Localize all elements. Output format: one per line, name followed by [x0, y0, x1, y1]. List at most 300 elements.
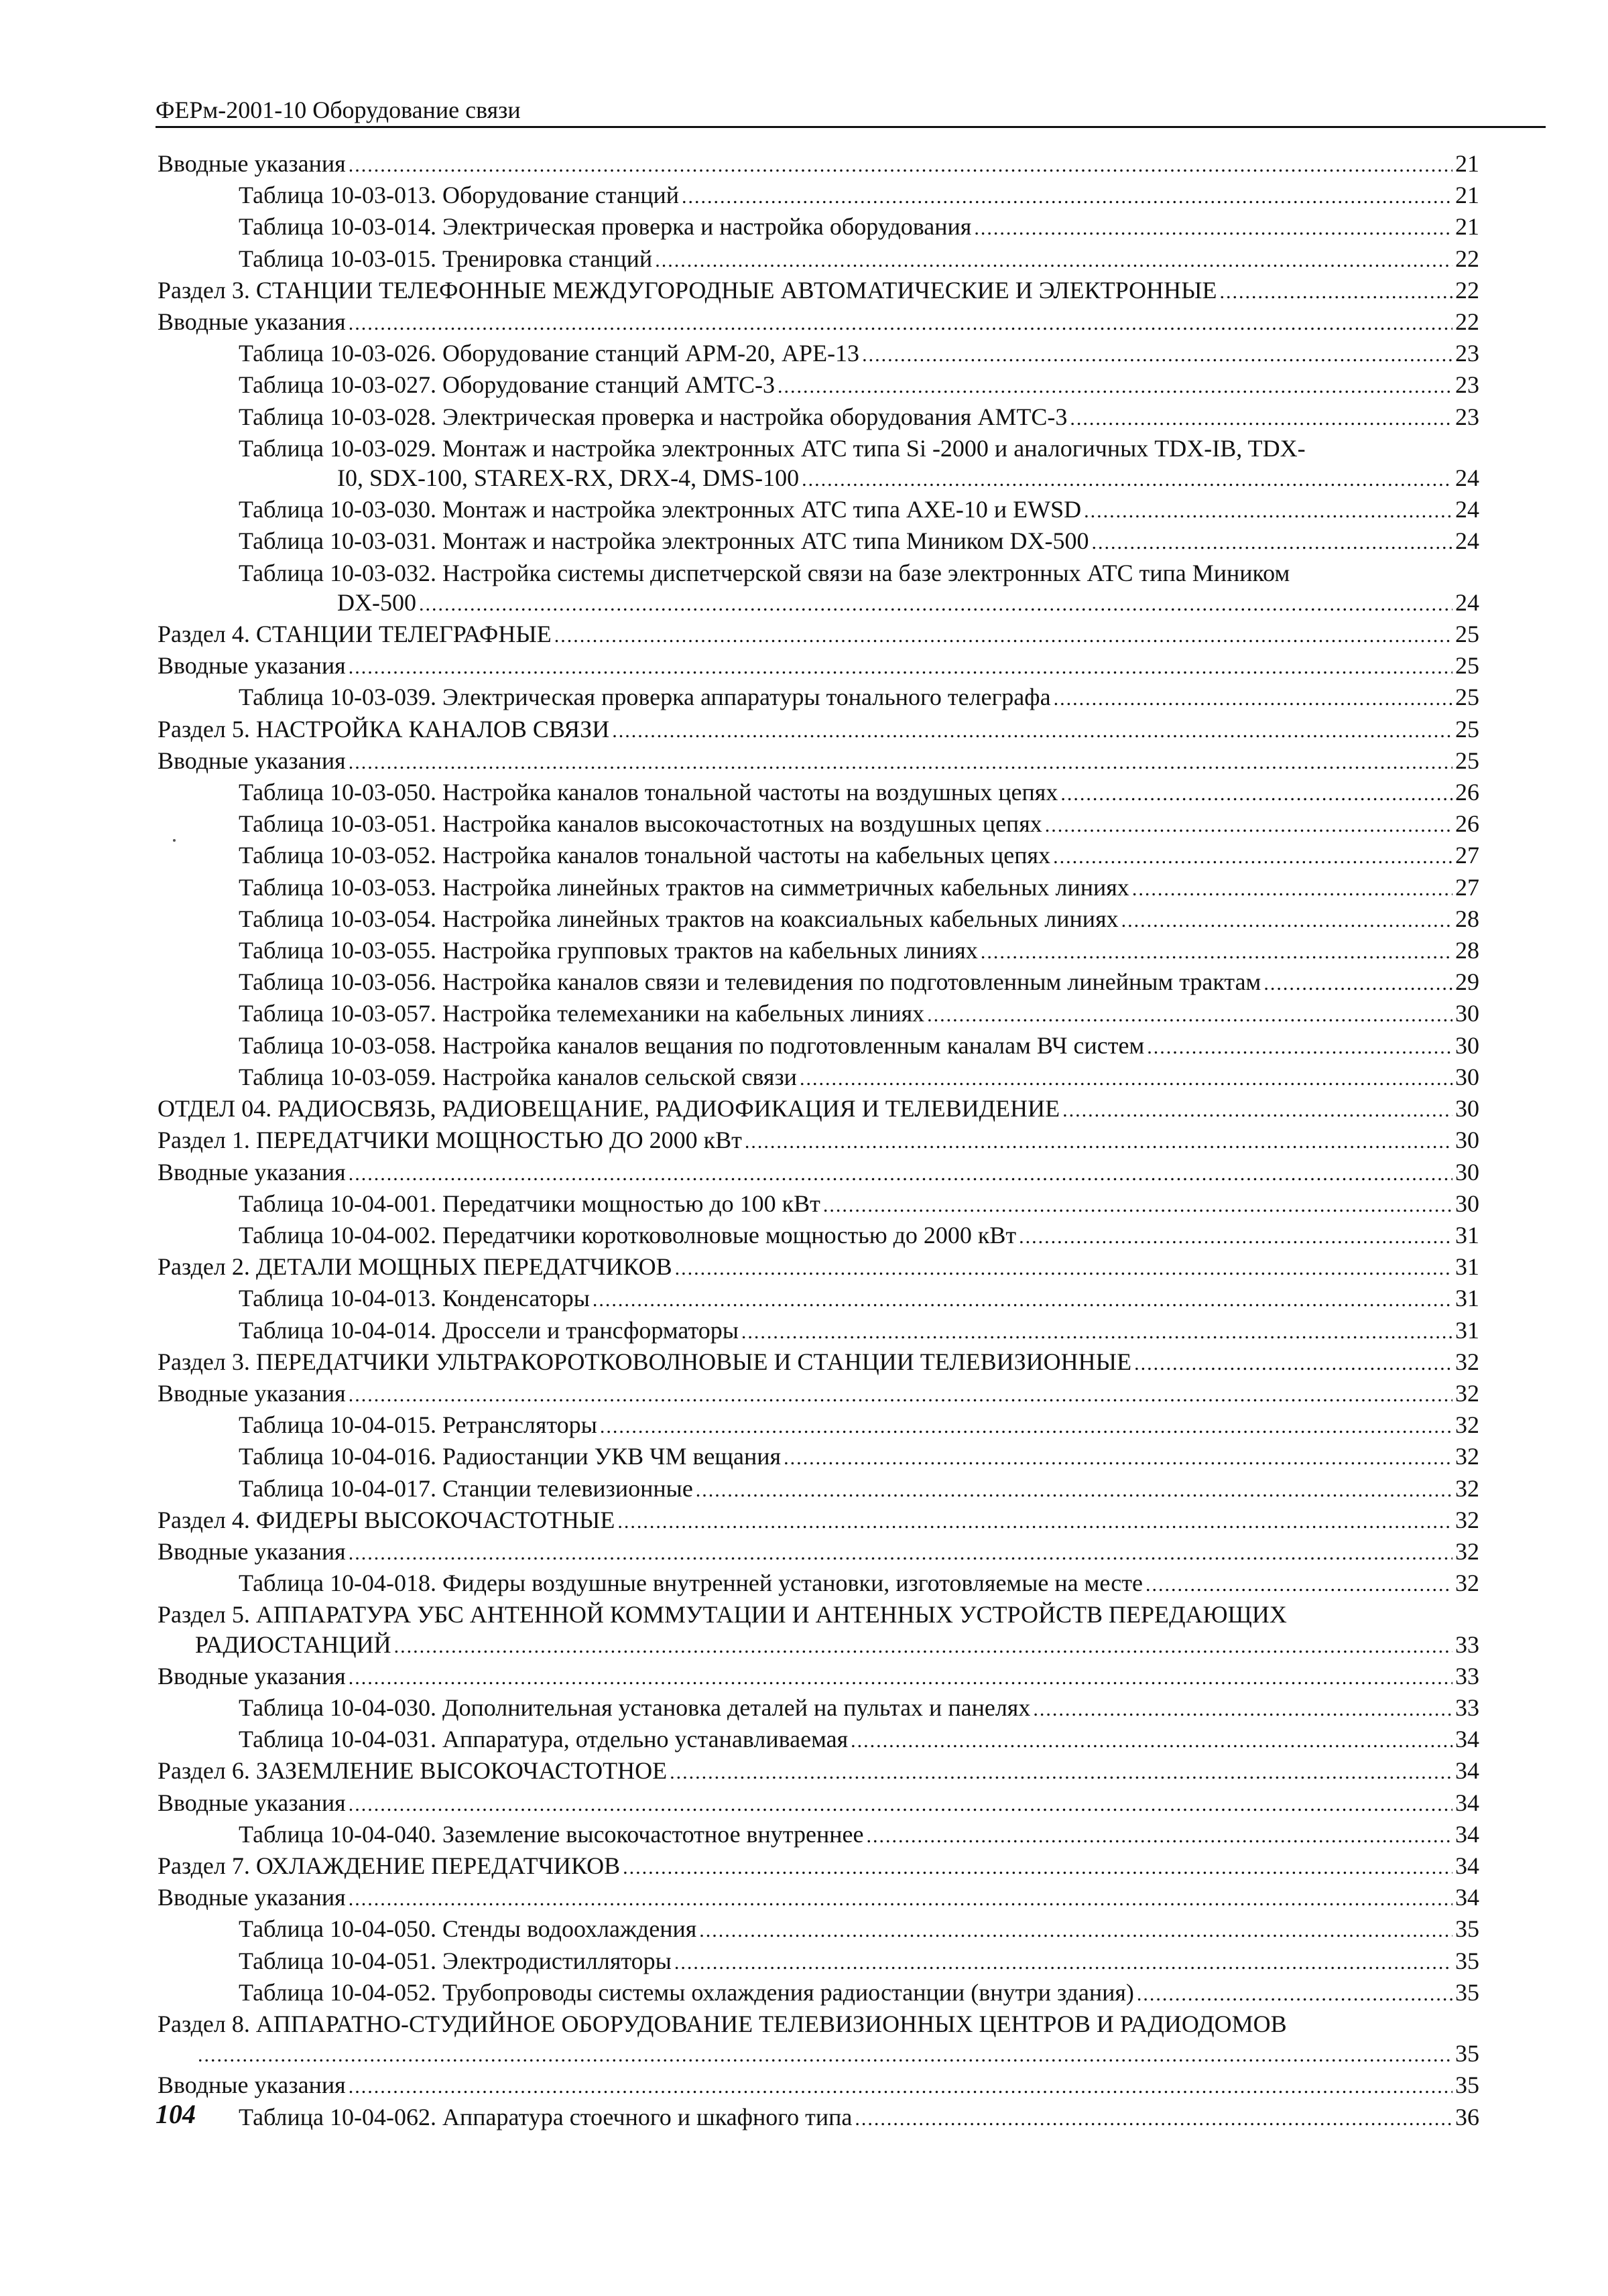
toc-entry-title: Таблица 10-03-055. Настройка групповых трактов на кабельных линиях [239, 937, 978, 964]
toc-page-number: 25 [1455, 715, 1479, 743]
dot-leader [682, 182, 1452, 212]
toc-entry [158, 244, 1479, 275]
toc-page-number: 26 [1455, 810, 1479, 838]
toc-entry-row [158, 1537, 1479, 1568]
toc-entry-row [158, 2070, 1479, 2102]
dot-leader [866, 1822, 1452, 1851]
toc-entry-title: Таблица 10-03-028. Электрическая проверка и настройка оборудования АМТС-3 [239, 403, 1068, 430]
toc-page-number: 21 [1455, 182, 1479, 209]
toc-entry [158, 2070, 1479, 2102]
toc-entry [158, 149, 1479, 180]
dot-leader [696, 1476, 1452, 1505]
dot-leader [778, 372, 1452, 401]
dot-leader [349, 1539, 1452, 1568]
scan-speck [173, 839, 176, 842]
dot-leader [1033, 1695, 1452, 1724]
toc-entry-row [158, 746, 1479, 777]
dot-leader [1219, 277, 1452, 307]
toc-entry [158, 777, 1479, 809]
toc-entry-row [158, 275, 1479, 307]
toc-page-number: 21 [1455, 150, 1479, 177]
toc-entry [158, 2009, 1479, 2070]
toc-entry-title: Таблица 10-04-051. Электродистилляторы [239, 1947, 672, 1974]
toc-entry-row [158, 2039, 1479, 2070]
toc-entry [158, 434, 1479, 495]
dot-leader [802, 465, 1452, 495]
toc-page-number: 35 [1455, 2071, 1479, 2099]
dot-leader [612, 716, 1452, 746]
toc-entry [158, 1410, 1479, 1442]
toc-entry-row [158, 1851, 1479, 1883]
toc-entry [158, 1693, 1479, 1724]
dot-leader [1019, 1222, 1452, 1252]
toc-entry-row [239, 495, 1479, 526]
dot-leader [741, 1318, 1452, 1347]
toc-entry [158, 904, 1479, 936]
toc-entry-title: Раздел 4. СТАНЦИИ ТЕЛЕГРАФНЫЕ [158, 621, 552, 648]
toc-entry-title: Раздел 3. СТАНЦИИ ТЕЛЕФОННЫЕ МЕЖДУГОРОДНЫЕ АВТОМАТИЧЕСКИЕ И ЭЛЕКТРОННЫЕ [158, 276, 1217, 304]
toc-page-number: 32 [1455, 1537, 1479, 1565]
toc-entry-row [158, 1756, 1479, 1787]
toc-entry-title: I0, SDX-100, STAREX-RX, DRX-4, DMS-100 [337, 464, 800, 492]
toc-page-number: 32 [1455, 1443, 1479, 1470]
toc-entry [158, 1914, 1479, 1946]
toc-page-number: 25 [1455, 621, 1479, 648]
dot-leader [1134, 1349, 1452, 1379]
toc-entry-row [239, 809, 1479, 840]
toc-entry-title: Таблица 10-03-027. Оборудование станций АМТС-3 [239, 371, 776, 399]
dot-leader [1146, 1570, 1452, 1600]
toc-entry-title: Таблица 10-03-057. Настройка телемеханики на кабельных линиях [239, 1000, 925, 1027]
toc-entry [158, 338, 1479, 370]
toc-page-number: 22 [1455, 245, 1479, 272]
toc-entry-title: РАДИОСТАНЦИЙ [195, 1631, 391, 1658]
toc-entry-title: Таблица 10-04-018. Фидеры воздушные внутренней установки, изготовляемые на месте [239, 1570, 1143, 1597]
toc-entry [158, 275, 1479, 307]
toc-entry-title: Таблица 10-04-001. Передатчики мощностью до 100 кВт [239, 1190, 820, 1217]
toc-entry-line: Таблица 10-03-032. Настройка системы диспетчерской связи на базе электронных АТС типа Миником [239, 559, 1290, 586]
page-number: 104 [156, 2099, 196, 2129]
toc-entry-title: Раздел 3. ПЕРЕДАТЧИКИ УЛЬТРАКОРОТКОВОЛНОВЫЕ И СТАНЦИИ ТЕЛЕВИЗИОННЫЕ [158, 1348, 1132, 1375]
dot-leader [1070, 404, 1452, 434]
toc-page-number: 30 [1455, 1000, 1479, 1027]
toc-entry-title: Вводные указания [158, 150, 346, 177]
toc-entry-row [158, 651, 1479, 682]
toc-entry-title: Таблица 10-04-016. Радиостанции УКВ ЧМ вещания [239, 1443, 782, 1470]
toc-page-number: 34 [1455, 1852, 1479, 1879]
dot-leader [670, 1758, 1452, 1787]
dot-leader [699, 1916, 1452, 1946]
toc-entry-row [239, 526, 1479, 558]
toc-entry-title: Таблица 10-04-030. Дополнительная установка деталей на пультах и панелях [239, 1694, 1031, 1721]
dot-leader [349, 1663, 1452, 1693]
toc-page-number: 33 [1455, 1694, 1479, 1721]
toc-entry [158, 1883, 1479, 1914]
toc-entry-title: Вводные указания [158, 1379, 346, 1407]
toc-entry-title: Вводные указания [158, 1789, 346, 1816]
toc-page-number: 31 [1455, 1221, 1479, 1249]
toc-entry-row [239, 1189, 1479, 1220]
toc-entry [158, 1537, 1479, 1568]
toc-entry-row [239, 936, 1479, 967]
toc-entry-row [239, 1568, 1479, 1600]
toc-page-number: 30 [1455, 1127, 1479, 1154]
toc-entry [158, 1820, 1479, 1851]
table-of-contents [158, 149, 1479, 2134]
toc-entry-title: Таблица 10-04-062. Аппаратура стоечного и шкафного типа [239, 2103, 853, 2130]
toc-entry-title: Раздел 2. ДЕТАЛИ МОЩНЫХ ПЕРЕДАТЧИКОВ [158, 1253, 672, 1281]
toc-entry-row [158, 1788, 1479, 1820]
toc-page-number: 32 [1455, 1379, 1479, 1407]
toc-page-number: 31 [1455, 1316, 1479, 1344]
dot-leader [823, 1191, 1452, 1220]
dot-leader [981, 938, 1452, 967]
dot-leader [617, 1507, 1452, 1537]
toc-entry-row [239, 212, 1479, 243]
toc-entry-title: Вводные указания [158, 2071, 346, 2099]
toc-page-number: 25 [1455, 652, 1479, 680]
toc-entry [158, 840, 1479, 872]
toc-entry-title: Раздел 1. ПЕРЕДАТЧИКИ МОЩНОСТЬЮ ДО 2000 кВт [158, 1127, 742, 1154]
toc-entry [158, 526, 1479, 558]
toc-page-number: 34 [1455, 1789, 1479, 1816]
toc-entry-row [239, 2102, 1479, 2134]
toc-entry [158, 1788, 1479, 1820]
toc-entry-title: Таблица 10-03-052. Настройка каналов тональной частоты на кабельных цепях [239, 842, 1051, 869]
toc-page-number: 32 [1455, 1411, 1479, 1439]
toc-entry-row [239, 1316, 1479, 1347]
toc-page-number: 30 [1455, 1158, 1479, 1186]
running-header: ФЕРм-2001-10 Оборудование связи [156, 97, 521, 123]
toc-page-number: 26 [1455, 779, 1479, 806]
toc-entry-row [239, 1031, 1479, 1062]
toc-page-number: 22 [1455, 276, 1479, 304]
toc-entry [158, 1220, 1479, 1252]
dot-leader [554, 621, 1452, 651]
toc-entry-title: Таблица 10-03-039. Электрическая проверка аппаратуры тонального телеграфа [239, 684, 1051, 711]
dot-leader [1121, 906, 1452, 936]
toc-entry-title: Таблица 10-03-026. Оборудование станций АРМ-20, АРЕ-13 [239, 340, 860, 367]
toc-page-number: 30 [1455, 1063, 1479, 1090]
toc-entry-row [158, 1252, 1479, 1283]
toc-entry-title: Таблица 10-03-054. Настройка линейных трактов на коаксиальных кабельных линиях [239, 905, 1119, 932]
toc-entry [158, 746, 1479, 777]
toc-entry-row [239, 1946, 1479, 1978]
toc-page-number: 22 [1455, 308, 1479, 336]
toc-page-number: 35 [1455, 1947, 1479, 1974]
dot-leader [1062, 1096, 1452, 1125]
toc-entry [158, 1851, 1479, 1883]
dot-leader [1054, 684, 1452, 714]
dot-leader [419, 590, 1452, 619]
toc-entry-title: Раздел 7. ОХЛАЖДЕНИЕ ПЕРЕДАТЧИКОВ [158, 1852, 621, 1879]
toc-entry-row [239, 967, 1479, 999]
toc-page-number: 28 [1455, 905, 1479, 932]
toc-entry-title: Таблица 10-04-013. Конденсаторы [239, 1285, 590, 1312]
toc-entry [158, 1062, 1479, 1094]
toc-entry-title: Вводные указания [158, 308, 346, 336]
toc-entry-title: Таблица 10-04-050. Стенды водоохлаждения [239, 1915, 697, 1943]
toc-entry-title: Вводные указания [158, 1537, 346, 1565]
toc-entry-row [239, 1820, 1479, 1851]
toc-page-number: 34 [1455, 1757, 1479, 1785]
toc-page-number: 24 [1455, 496, 1479, 523]
toc-entry [158, 2102, 1479, 2134]
toc-entry [158, 1600, 1479, 1661]
toc-entry [158, 1946, 1479, 1978]
toc-entry-row [158, 619, 1479, 651]
toc-entry-title: Таблица 10-03-030. Монтаж и настройка электронных АТС типа АХЕ-10 и EWSD [239, 496, 1082, 523]
toc-entry-title: Таблица 10-03-051. Настройка каналов высокочастотных на воздушных цепях [239, 810, 1042, 838]
toc-page-number: 24 [1455, 464, 1479, 492]
toc-entry-row [239, 1410, 1479, 1442]
dot-leader [600, 1412, 1452, 1442]
dot-leader [349, 653, 1452, 682]
toc-page-number: 24 [1455, 527, 1479, 555]
toc-entry-title: Вводные указания [158, 1884, 346, 1911]
toc-entry-title: Таблица 10-04-040. Заземление высокочастотное внутреннее [239, 1820, 864, 1848]
toc-entry-title: Таблица 10-04-015. Ретрансляторы [239, 1411, 597, 1439]
toc-page-number: 31 [1455, 1253, 1479, 1281]
toc-page-number: 32 [1455, 1506, 1479, 1533]
toc-entry-title: ОТДЕЛ 04. РАДИОСВЯЗЬ, РАДИОВЕЩАНИЕ, РАДИОФИКАЦИЯ И ТЕЛЕВИДЕНИЕ [158, 1095, 1060, 1123]
toc-entry-title: Вводные указания [158, 1158, 346, 1186]
toc-entry-row [239, 180, 1479, 212]
toc-entry-row [239, 1724, 1479, 1756]
toc-entry-row [239, 338, 1479, 370]
dot-leader [1045, 811, 1452, 840]
toc-page-number: 36 [1455, 2103, 1479, 2130]
toc-entry-row [158, 1125, 1479, 1157]
toc-entry-title: Таблица 10-04-017. Станции телевизионные [239, 1474, 693, 1502]
toc-entry-row [158, 714, 1479, 746]
dot-leader [1147, 1033, 1452, 1062]
toc-entry-row [239, 370, 1479, 401]
toc-entry-title: Таблица 10-03-058. Настройка каналов вещания по подготовленным каналам ВЧ систем [239, 1031, 1145, 1059]
toc-page-number: 32 [1455, 1474, 1479, 1502]
toc-entry-row [239, 1474, 1479, 1505]
toc-entry [158, 1157, 1479, 1189]
toc-page-number: 23 [1455, 371, 1479, 399]
toc-entry-row [158, 1379, 1479, 1410]
toc-entry [158, 873, 1479, 904]
toc-entry-title: Таблица 10-04-052. Трубопроводы системы охлаждения радиостанции (внутри здания) [239, 1978, 1134, 2006]
dot-leader [198, 2041, 1452, 2070]
dot-leader [862, 340, 1452, 370]
toc-page-number: 34 [1455, 1884, 1479, 1911]
toc-entry [158, 1756, 1479, 1787]
toc-entry-row [158, 1347, 1479, 1379]
toc-entry-row [239, 1978, 1479, 2009]
toc-entry-title: Таблица 10-03-059. Настройка каналов сельской связи [239, 1063, 797, 1090]
toc-entry-row [158, 1630, 1479, 1661]
toc-entry-row [158, 1505, 1479, 1537]
toc-entry-row [239, 1442, 1479, 1473]
toc-entry [158, 967, 1479, 999]
dot-leader [1060, 779, 1452, 809]
toc-entry [158, 402, 1479, 434]
toc-entry [158, 1379, 1479, 1410]
dot-leader [1137, 1980, 1452, 2009]
dot-leader [394, 1632, 1452, 1661]
dot-leader [349, 151, 1452, 180]
toc-entry-title: Таблица 10-03-053. Настройка линейных трактов на симметричных кабельных линиях [239, 873, 1129, 901]
dot-leader [675, 1254, 1452, 1283]
toc-page-number: 35 [1455, 1915, 1479, 1943]
toc-entry [158, 180, 1479, 212]
dot-leader [674, 1948, 1452, 1978]
dot-leader [927, 1001, 1452, 1030]
dot-leader [855, 2104, 1452, 2134]
toc-entry-row [158, 1883, 1479, 1914]
toc-page-number: 34 [1455, 1726, 1479, 1753]
toc-page-number: 32 [1455, 1570, 1479, 1597]
dot-leader [593, 1285, 1452, 1315]
toc-page-number: 30 [1455, 1095, 1479, 1123]
toc-entry [158, 936, 1479, 967]
toc-entry [158, 1661, 1479, 1693]
toc-entry-row [239, 1693, 1479, 1724]
toc-entry-row [239, 244, 1479, 275]
toc-entry-row [158, 307, 1479, 338]
toc-entry [158, 714, 1479, 746]
toc-entry-row [239, 1283, 1479, 1315]
toc-entry [158, 495, 1479, 526]
toc-page-number: 27 [1455, 873, 1479, 901]
toc-page-number: 24 [1455, 588, 1479, 616]
toc-entry-row [239, 840, 1479, 872]
toc-entry [158, 1442, 1479, 1473]
toc-entry [158, 370, 1479, 401]
toc-entry [158, 1347, 1479, 1379]
toc-entry-title: Таблица 10-04-031. Аппаратура, отдельно устанавливаемая [239, 1726, 849, 1753]
toc-entry [158, 619, 1479, 651]
toc-entry-title: Вводные указания [158, 747, 346, 774]
dot-leader [1084, 497, 1452, 526]
toc-entry-title: Таблица 10-03-031. Монтаж и настройка электронных АТС типа Миником DX-500 [239, 527, 1089, 555]
toc-page-number: 30 [1455, 1190, 1479, 1217]
dot-leader [1263, 969, 1452, 999]
toc-entry-title: Вводные указания [158, 1662, 346, 1689]
dot-leader [974, 214, 1452, 243]
toc-page-number: 35 [1455, 2040, 1479, 2067]
toc-page-number: 30 [1455, 1031, 1479, 1059]
dot-leader [800, 1064, 1452, 1094]
toc-entry-title: Раздел 5. НАСТРОЙКА КАНАЛОВ СВЯЗИ [158, 715, 610, 743]
dot-leader [1091, 528, 1452, 558]
toc-entry [158, 1094, 1479, 1125]
toc-page-number: 32 [1455, 1348, 1479, 1375]
toc-entry-line: Таблица 10-03-029. Монтаж и настройка электронных АТС типа Si -2000 и аналогичных TDX-IB, TDX- [239, 434, 1306, 462]
toc-entry-row [239, 999, 1479, 1030]
toc-entry [158, 999, 1479, 1030]
toc-entry-row [158, 149, 1479, 180]
toc-entry-row [158, 1157, 1479, 1189]
toc-entry [158, 1474, 1479, 1505]
dot-leader [349, 2072, 1452, 2102]
toc-entry-row [239, 777, 1479, 809]
toc-entry-row [239, 463, 1479, 495]
toc-entry [158, 809, 1479, 840]
toc-page-number: 25 [1455, 747, 1479, 774]
toc-entry [158, 1031, 1479, 1062]
header-rule [156, 126, 1546, 128]
toc-page-number: 33 [1455, 1631, 1479, 1658]
toc-entry [158, 682, 1479, 714]
dot-leader [349, 309, 1452, 338]
toc-entry-title: Вводные указания [158, 652, 346, 680]
toc-page-number: 28 [1455, 937, 1479, 964]
toc-page-number: 21 [1455, 213, 1479, 241]
toc-entry [158, 1505, 1479, 1537]
toc-entry-title: Таблица 10-03-015. Тренировка станций [239, 245, 653, 272]
toc-entry-row [239, 904, 1479, 936]
toc-entry [158, 1568, 1479, 1600]
toc-entry [158, 1283, 1479, 1315]
toc-entry-title: Таблица 10-03-056. Настройка каналов связи и телевидения по подготовленным линейным трактам [239, 968, 1261, 996]
toc-page-number: 23 [1455, 340, 1479, 367]
dot-leader [1132, 875, 1452, 904]
toc-entry-row [158, 1094, 1479, 1125]
toc-page-number: 29 [1455, 968, 1479, 996]
toc-entry-row [239, 588, 1479, 619]
toc-page-number: 31 [1455, 1285, 1479, 1312]
toc-entry [158, 651, 1479, 682]
dot-leader [349, 1381, 1452, 1410]
toc-entry-title: Таблица 10-04-014. Дроссели и трансформаторы [239, 1316, 739, 1344]
toc-entry-row [239, 1914, 1479, 1946]
toc-entry-row [239, 1220, 1479, 1252]
toc-entry-title: Таблица 10-03-013. Оборудование станций [239, 182, 680, 209]
toc-page-number: 25 [1455, 684, 1479, 711]
toc-entry-line: Раздел 5. АППАРАТУРА УБС АНТЕННОЙ КОММУТАЦИИ И АНТЕННЫХ УСТРОЙСТВ ПЕРЕДАЮЩИХ [158, 1601, 1287, 1629]
toc-entry [158, 1724, 1479, 1756]
toc-entry-title: DX-500 [337, 588, 416, 616]
toc-page-number: 27 [1455, 842, 1479, 869]
toc-entry-row [158, 1661, 1479, 1693]
toc-entry-row [239, 873, 1479, 904]
toc-entry [158, 212, 1479, 243]
toc-entry [158, 1189, 1479, 1220]
dot-leader [349, 1159, 1452, 1189]
dot-leader [349, 1885, 1452, 1914]
toc-entry [158, 1316, 1479, 1347]
toc-entry-line: Раздел 8. АППАРАТНО-СТУДИЙНОЕ ОБОРУДОВАНИЕ ТЕЛЕВИЗИОННЫХ ЦЕНТРОВ И РАДИОДОМОВ [158, 2010, 1287, 2037]
dot-leader [851, 1726, 1452, 1756]
toc-entry [158, 1125, 1479, 1157]
toc-entry [158, 1978, 1479, 2009]
dot-leader [655, 246, 1452, 275]
toc-entry-title: Таблица 10-03-014. Электрическая проверка и настройка оборудования [239, 213, 972, 241]
toc-page-number: 23 [1455, 403, 1479, 430]
dot-leader [1053, 842, 1452, 872]
toc-page-number: 33 [1455, 1662, 1479, 1689]
toc-entry [158, 1252, 1479, 1283]
toc-page-number: 34 [1455, 1820, 1479, 1848]
dot-leader [349, 1790, 1452, 1820]
toc-entry [158, 307, 1479, 338]
toc-page-number: 35 [1455, 1978, 1479, 2006]
dot-leader [623, 1853, 1452, 1883]
toc-entry-title: Таблица 10-03-050. Настройка каналов тональной частоты на воздушных цепях [239, 779, 1058, 806]
dot-leader [784, 1444, 1452, 1473]
toc-entry-title: Раздел 4. ФИДЕРЫ ВЫСОКОЧАСТОТНЫЕ [158, 1506, 615, 1533]
toc-entry-row [239, 682, 1479, 714]
toc-entry [158, 558, 1479, 619]
toc-entry-row [239, 1062, 1479, 1094]
toc-entry-row [239, 402, 1479, 434]
toc-entry-title: Раздел 6. ЗАЗЕМЛЕНИЕ ВЫСОКОЧАСТОТНОЕ [158, 1757, 668, 1785]
